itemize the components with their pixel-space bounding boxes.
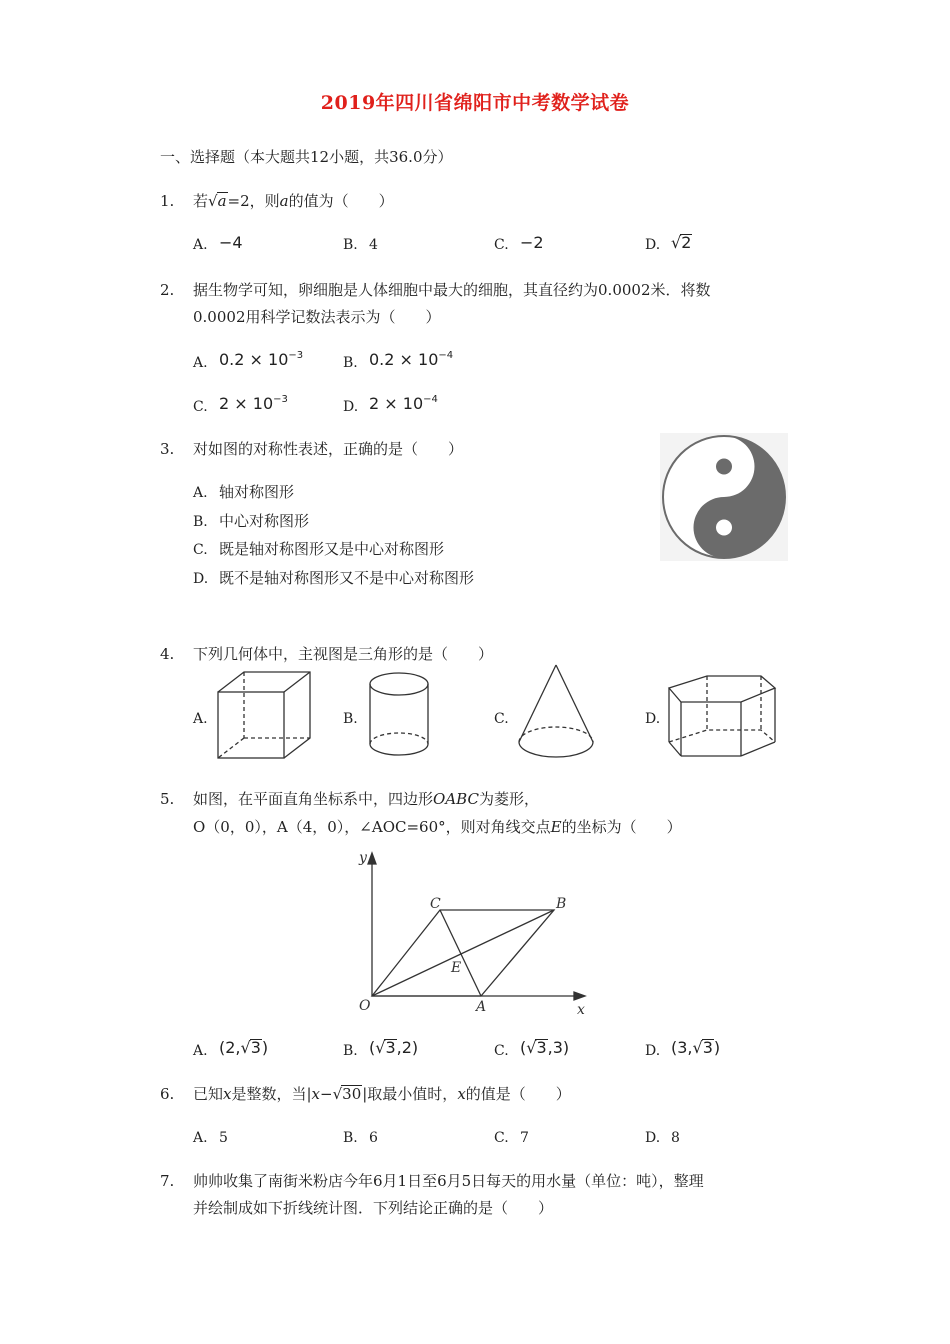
point-e-label: E: [451, 960, 462, 976]
section-heading: 一、选择题（本大题共12小题，共36.0分）: [160, 148, 453, 166]
q2-option-c: $2 \times 10^{-3}$: [219, 394, 288, 413]
q6-option-d-label: D.: [645, 1130, 661, 1146]
q5-option-a-label: A.: [193, 1043, 208, 1059]
q5-option-c-label: C.: [494, 1043, 509, 1059]
point-o-label: O: [359, 998, 371, 1014]
q6-option-d: 8: [671, 1130, 680, 1146]
point-a-label: A: [476, 999, 487, 1015]
point-b-label: B: [556, 896, 567, 912]
q1-option-c-label: C.: [494, 237, 509, 253]
q6-number: 6.: [160, 1085, 175, 1103]
q5-option-d: (3,√3): [671, 1038, 721, 1057]
rhombus-coordinate-figure: [345, 848, 595, 1020]
q3-option-c: 既是轴对称图形又是中心对称图形: [219, 540, 445, 558]
q3-option-d-label: D.: [193, 571, 209, 587]
q2-option-b: $0.2 \times 10^{-4}$: [369, 350, 454, 369]
q3-option-b-label: B.: [193, 514, 208, 530]
x-axis-label: x: [577, 1002, 585, 1018]
q1-option-d-label: D.: [645, 237, 661, 253]
q3-option-a-label: A.: [193, 485, 208, 501]
q6-option-c: 7: [520, 1130, 529, 1146]
q6-option-b-label: B.: [343, 1130, 358, 1146]
q6-stem: 已知x是整数，当|x−√30|取最小值时，x的值是（ ）: [193, 1085, 571, 1103]
q2-stem-line1: 据生物学可知，卵细胞是人体细胞中最大的细胞，其直径约为0.0002米．将数: [193, 281, 711, 299]
q5-option-a: (2,√3): [219, 1038, 269, 1057]
q4-stem: 下列几何体中，主视图是三角形的是（ ）: [193, 645, 494, 663]
q2-number: 2.: [160, 281, 175, 299]
q3-option-b: 中心对称图形: [219, 512, 310, 530]
q1-option-a: −4: [219, 233, 243, 252]
q2-stem-line2: 0.0002用科学记数法表示为（ ）: [193, 308, 441, 326]
q1-option-c: −2: [520, 233, 544, 252]
cylinder-figure: [364, 668, 434, 762]
q6-option-c-label: C.: [494, 1130, 509, 1146]
q3-stem: 对如图的对称性表述，正确的是（ ）: [193, 440, 464, 458]
q1-number: 1.: [160, 192, 175, 210]
q1-option-d: √2: [671, 233, 692, 252]
q7-number: 7.: [160, 1172, 175, 1190]
q3-option-d: 既不是轴对称图形又不是中心对称图形: [219, 569, 475, 587]
q3-option-a: 轴对称图形: [219, 483, 295, 501]
q2-option-a: $0.2 \times 10^{-3}$: [219, 350, 304, 369]
q6-option-a: 5: [219, 1130, 228, 1146]
q5-option-b: (√3,2): [369, 1038, 419, 1057]
q1-option-a-label: A.: [193, 237, 208, 253]
page-title: 2019年四川省绵阳市中考数学试卷: [320, 92, 630, 114]
q5-option-d-label: D.: [645, 1043, 661, 1059]
q4-option-a-label: A.: [193, 711, 208, 727]
cone-figure: [515, 662, 597, 764]
q3-number: 3.: [160, 440, 175, 458]
yin-yang-figure: [660, 433, 788, 561]
q1-option-b-label: B.: [343, 237, 358, 253]
q5-option-b-label: B.: [343, 1043, 358, 1059]
q2-option-d-label: D.: [343, 399, 359, 415]
q4-number: 4.: [160, 645, 175, 663]
q4-option-c-label: C.: [494, 711, 509, 727]
q2-option-c-label: C.: [193, 399, 208, 415]
q4-option-b-label: B.: [343, 711, 358, 727]
q5-number: 5.: [160, 790, 175, 808]
cube-figure: [214, 668, 316, 762]
q5-option-c: (√3,3): [520, 1038, 570, 1057]
q2-option-b-label: B.: [343, 355, 358, 371]
y-axis-label: y: [359, 850, 367, 866]
q7-stem-line1: 帅帅收集了南街米粉店今年6月1日至6月5日每天的用水量（单位：吨），整理: [193, 1172, 704, 1190]
q5-stem-line2: O（0，0），A（4，0），∠AOC=60°，则对角线交点E的坐标为（ ）: [193, 818, 682, 836]
q6-option-a-label: A.: [193, 1130, 208, 1146]
hexagonal-prism-figure: [665, 670, 781, 760]
q4-option-d-label: D.: [645, 711, 661, 727]
point-c-label: C: [430, 896, 441, 912]
q1-option-b: 4: [369, 237, 378, 253]
q1-stem: 若√a=2，则a的值为（ ）: [193, 192, 394, 210]
q3-option-c-label: C.: [193, 542, 208, 558]
q2-option-a-label: A.: [193, 355, 208, 371]
q2-option-d: $2 \times 10^{-4}$: [369, 394, 438, 413]
q5-stem-line1: 如图，在平面直角坐标系中，四边形OABC为菱形，: [193, 790, 539, 808]
q6-option-b: 6: [369, 1130, 378, 1146]
q7-stem-line2: 并绘制成如下折线统计图．下列结论正确的是（ ）: [193, 1199, 554, 1217]
